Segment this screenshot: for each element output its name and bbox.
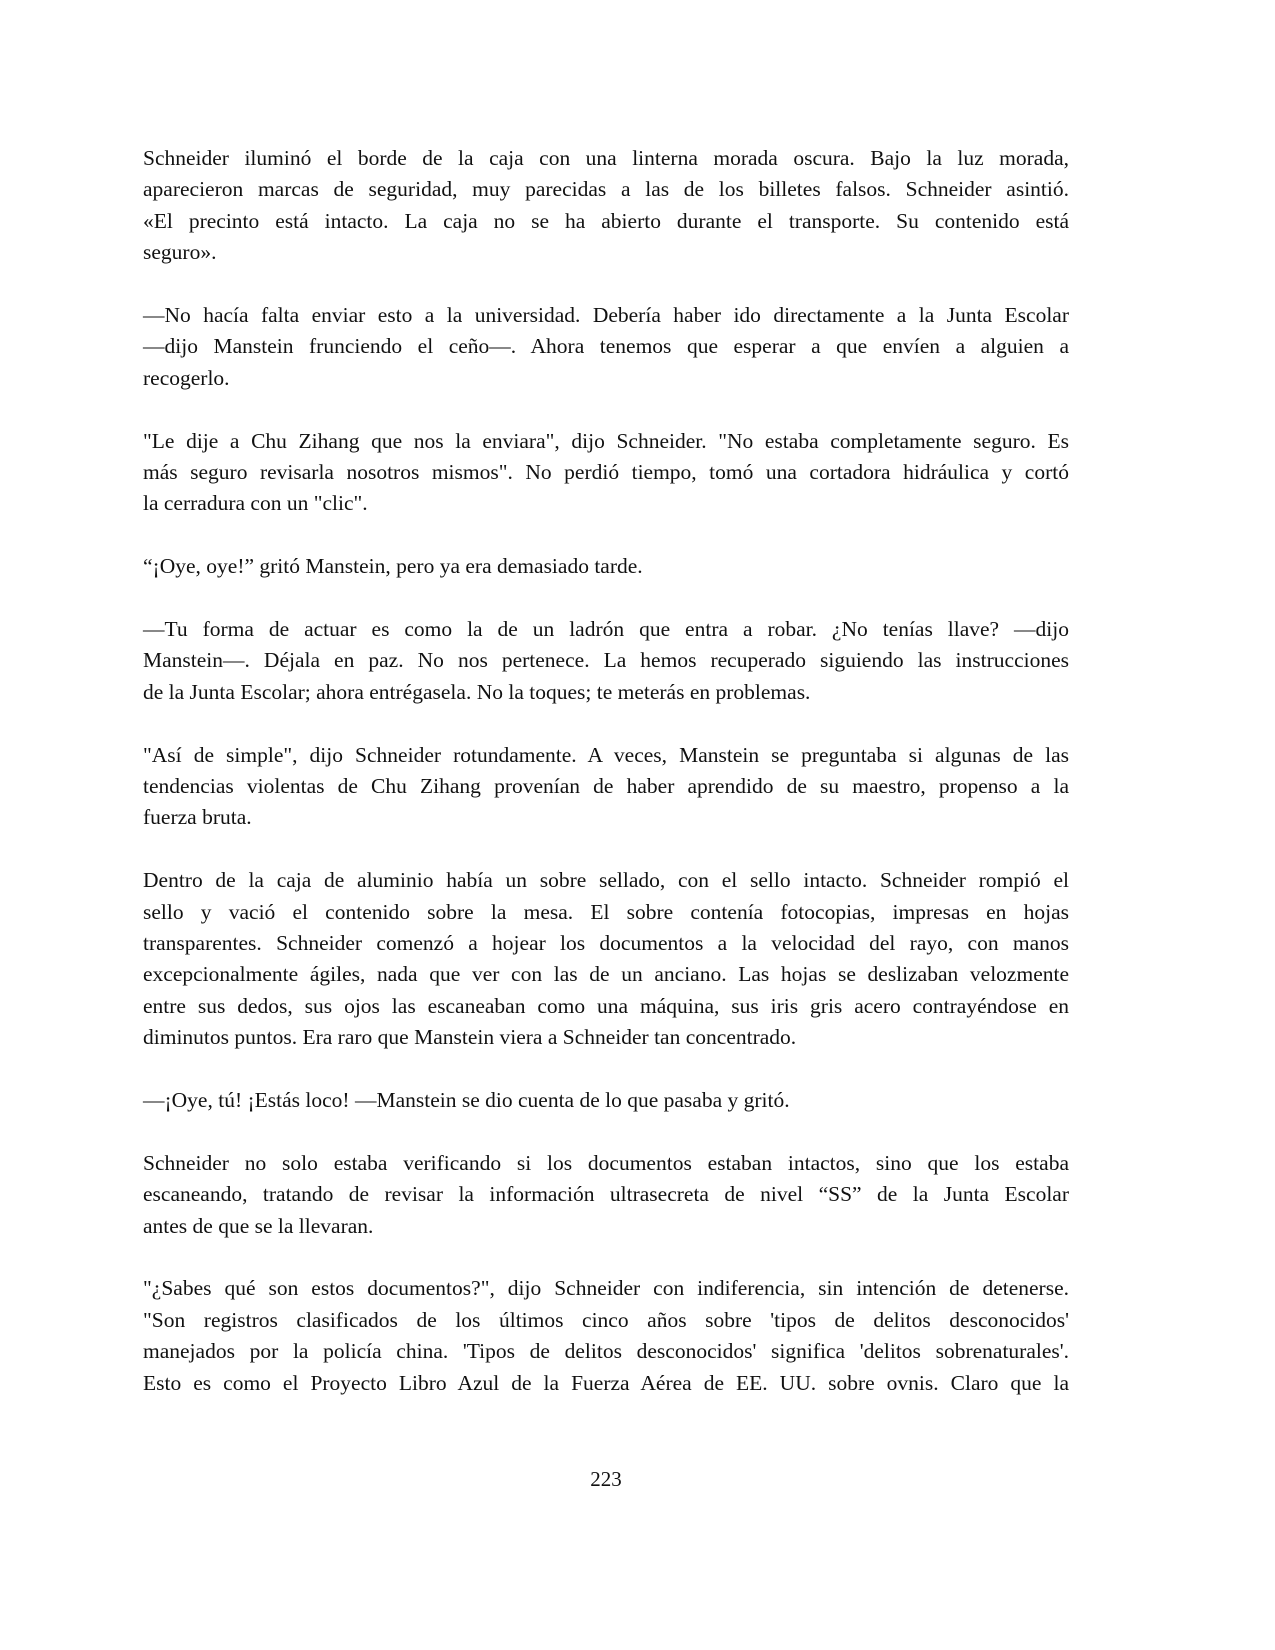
paragraph [143, 426, 1069, 520]
text-line: recogerlo. [143, 365, 230, 390]
paragraph [143, 143, 1069, 269]
text-line: aparecieron marcas de seguridad, muy parecidas a las de los billetes falsos. Schneider asintió. [143, 177, 1069, 202]
text-line: manejados por la policía china. 'Tipos de delitos desconocidos' significa 'delitos sobrenaturales'. [143, 1339, 1069, 1364]
paragraph [143, 1148, 1069, 1242]
page-number: 223 [590, 1467, 622, 1491]
paragraph [143, 551, 1069, 582]
paragraph [143, 614, 1069, 708]
paragraph [143, 1085, 1069, 1116]
text-line: sello y vació el contenido sobre la mesa. El sobre contenía fotocopias, impresas en hojas [143, 899, 1069, 924]
text-line: diminutos puntos. Era raro que Manstein viera a Schneider tan concentrado. [143, 1025, 797, 1050]
text-line: la cerradura con un "clic". [143, 491, 368, 516]
paragraph [143, 300, 1069, 394]
text-line: —Tu forma de actuar es como la de un ladrón que entra a robar. ¿No tenías llave? —dijo [143, 617, 1069, 642]
text-line: "¿Sabes qué son estos documentos?", dijo Schneider con indiferencia, sin intención de detenerse. [143, 1276, 1069, 1301]
text-line: seguro». [143, 240, 217, 265]
text-line: transparentes. Schneider comenzó a hojear los documentos a la velocidad del rayo, con manos [143, 931, 1069, 956]
text-line: escaneando, tratando de revisar la información ultrasecreta de nivel “SS” de la Junta Escolar [143, 1182, 1069, 1207]
text-line: —No hacía falta enviar esto a la universidad. Debería haber ido directamente a la Junta Escolar [143, 303, 1069, 328]
text-line: Schneider no solo estaba verificando si los documentos estaban intactos, sino que los estaba [143, 1150, 1069, 1175]
text-line: más seguro revisarla nosotros mismos". No perdió tiempo, tomó una cortadora hidráulica y cortó [143, 460, 1069, 485]
text-line: "Son registros clasificados de los últimos cinco años sobre 'tipos de delitos desconocidos' [143, 1307, 1069, 1332]
text-line: Esto es como el Proyecto Libro Azul de la Fuerza Aérea de EE. UU. sobre ovnis. Claro que la [143, 1370, 1069, 1395]
paragraph [143, 740, 1069, 834]
paragraph [143, 1273, 1069, 1399]
text-line: tendencias violentas de Chu Zihang provenían de haber aprendido de su maestro, propenso a la [143, 774, 1069, 799]
page-body [143, 143, 1069, 1431]
text-line: —dijo Manstein frunciendo el ceño—. Ahora tenemos que esperar a que envíen a alguien a [143, 334, 1069, 359]
paragraph [143, 865, 1069, 1053]
text-line: "Así de simple", dijo Schneider rotundamente. A veces, Manstein se preguntaba si algunas de las [143, 742, 1069, 767]
text-line: Dentro de la caja de aluminio había un sobre sellado, con el sello intacto. Schneider rompió el [143, 868, 1069, 893]
text-line: «El precinto está intacto. La caja no se ha abierto durante el transporte. Su contenido está [143, 208, 1069, 233]
text-line: "Le dije a Chu Zihang que nos la enviara", dijo Schneider. "No estaba completamente seguro. Es [143, 428, 1069, 453]
text-line: —¡Oye, tú! ¡Estás loco! —Manstein se dio cuenta de lo que pasaba y gritó. [143, 1088, 790, 1113]
text-line: excepcionalmente ágiles, nada que ver con las de un anciano. Las hojas se deslizaban velozmente [143, 962, 1069, 987]
text-line: antes de que se la llevaran. [143, 1213, 374, 1238]
text-line: de la Junta Escolar; ahora entrégasela. No la toques; te meterás en problemas. [143, 679, 811, 704]
text-line: Schneider iluminó el borde de la caja con una linterna morada oscura. Bajo la luz morada, [143, 146, 1069, 170]
text-line: entre sus dedos, sus ojos las escaneaban como una máquina, sus iris gris acero contrayéndose en [143, 993, 1069, 1018]
text-line: fuerza bruta. [143, 805, 252, 830]
text-line: Manstein—. Déjala en paz. No nos pertenece. La hemos recuperado siguiendo las instrucciones [143, 648, 1069, 673]
text-line: “¡Oye, oye!” gritó Manstein, pero ya era demasiado tarde. [143, 554, 643, 579]
